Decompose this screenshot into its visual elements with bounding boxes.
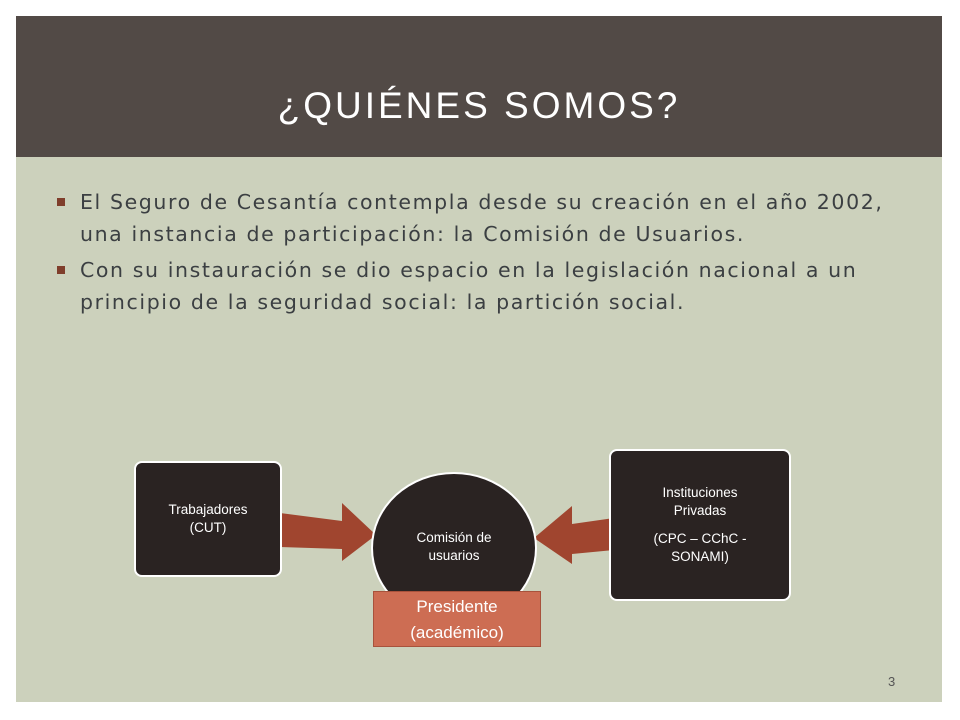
presidente-label: Presidente [416, 597, 498, 616]
bullet-list [56, 186, 916, 322]
presidente-box [373, 591, 541, 647]
bullet-item [56, 186, 916, 250]
instituciones-label-line4: SONAMI) [671, 549, 729, 564]
trabajadores-label: Trabajadores [168, 502, 248, 517]
square-bullet-icon [57, 198, 65, 206]
right-arrow-icon [280, 503, 376, 561]
comision-label-line2: usuarios [428, 548, 480, 563]
slide-title: ¿QUIÉNES SOMOS? [277, 85, 681, 126]
instituciones-label-line1: Instituciones [662, 485, 738, 500]
square-bullet-icon [57, 266, 65, 274]
trabajadores-box [134, 461, 282, 577]
page-number: 3 [888, 674, 896, 689]
instituciones-box [609, 449, 791, 601]
comision-label-line1: Comisión de [416, 530, 492, 545]
bullet-text: El Seguro de Cesantía contempla desde su creación en el año 2002, una instancia de participación: la Comisión de Usuarios. [80, 190, 884, 246]
bullet-text: Con su instauración se dio espacio en la legislación nacional a un principio de la seguridad social: la partición social. [80, 258, 858, 314]
title-bar [16, 16, 942, 157]
instituciones-label-line2: Privadas [673, 503, 727, 518]
presidente-sublabel: (académico) [410, 623, 504, 642]
instituciones-label-line3: (CPC – CChC - [653, 531, 747, 546]
left-arrow-icon [534, 506, 614, 564]
bullet-item [56, 254, 916, 318]
trabajadores-sublabel: (CUT) [189, 520, 227, 535]
